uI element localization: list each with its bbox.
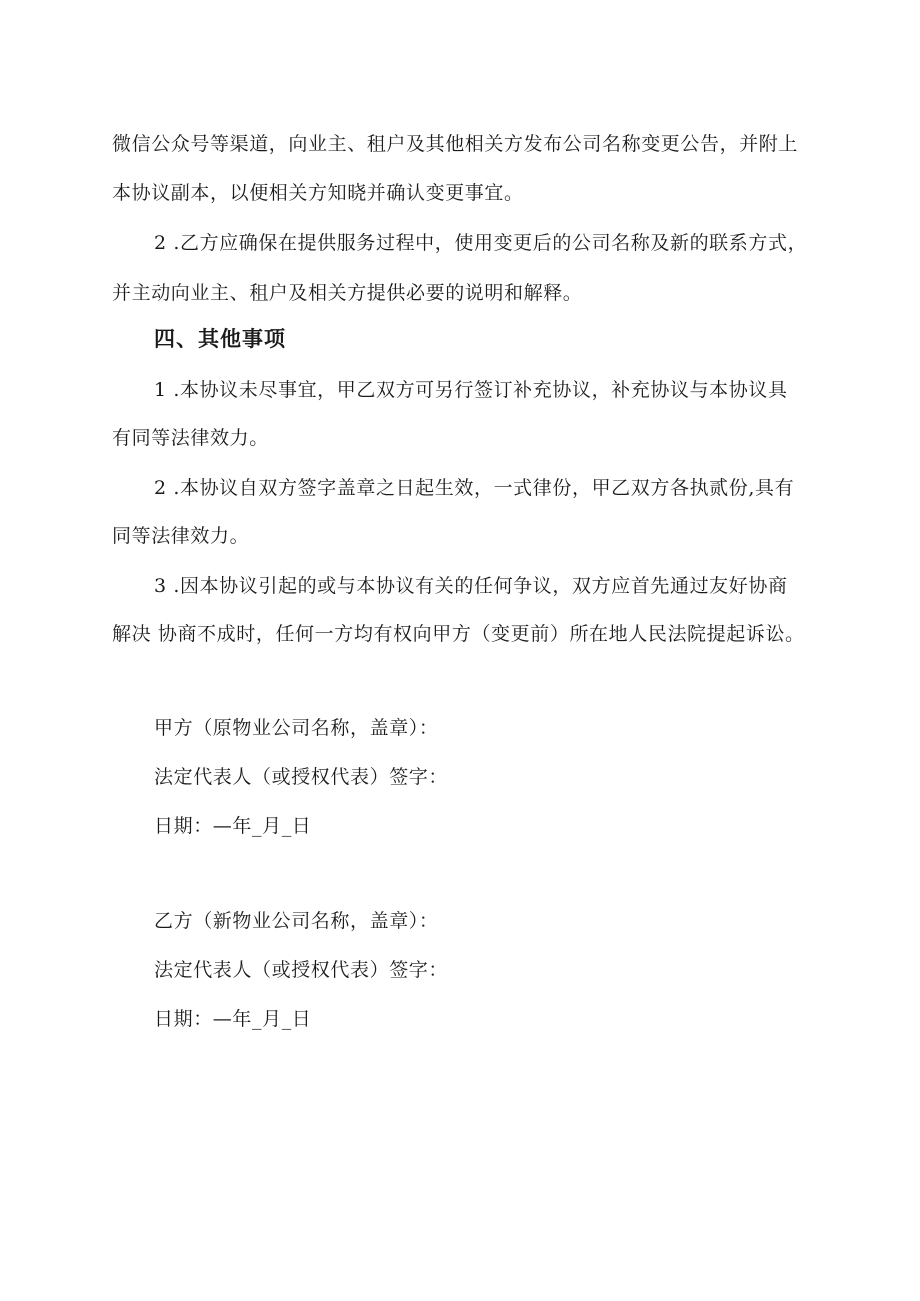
- party-b-rep-line: 法定代表人（或授权代表）签字：: [154, 959, 449, 981]
- party-b-date-line: 日期：—年_月_日: [154, 1008, 312, 1030]
- paragraph-line: 本协议副本，以便相关方知晓并确认变更事宜。: [112, 182, 524, 204]
- paragraph-line: 微信公众号等渠道，向业主、租户及其他相关方发布公司名称变更公告，并附上: [112, 133, 799, 155]
- paragraph-line: 2 .乙方应确保在提供服务过程中，使用变更后的公司名称及新的联系方式，: [154, 232, 808, 254]
- party-a-date-line: 日期：—年_月_日: [154, 815, 312, 837]
- paragraph-line: 有同等法律效力。: [112, 427, 269, 449]
- paragraph-line: 1 .本协议未尽事宜，甲乙双方可另行签订补充协议，补充协议与本协议具: [154, 379, 788, 401]
- party-a-name-line: 甲方（原物业公司名称，盖章）：: [154, 717, 439, 739]
- paragraph-line: 同等法律效力。: [112, 525, 250, 547]
- paragraph-line: 解决 协商不成时，任何一方均有权向甲方（变更前）所在地人民法院提起诉讼。: [112, 623, 805, 645]
- paragraph-line: 并主动向业主、租户及相关方提供必要的说明和解释。: [112, 282, 583, 304]
- party-b-name-line: 乙方（新物业公司名称，盖章）：: [154, 910, 439, 932]
- paragraph-line: 2 .本协议自双方签字盖章之日起生效，一式律份，甲乙双方各执贰份,具有: [154, 477, 795, 499]
- paragraph-line: 3 .因本协议引起的或与本协议有关的任何争议，双方应首先通过友好协商: [154, 575, 788, 597]
- party-a-rep-line: 法定代表人（或授权代表）签字：: [154, 766, 449, 788]
- section-heading: 四、其他事项: [154, 327, 286, 351]
